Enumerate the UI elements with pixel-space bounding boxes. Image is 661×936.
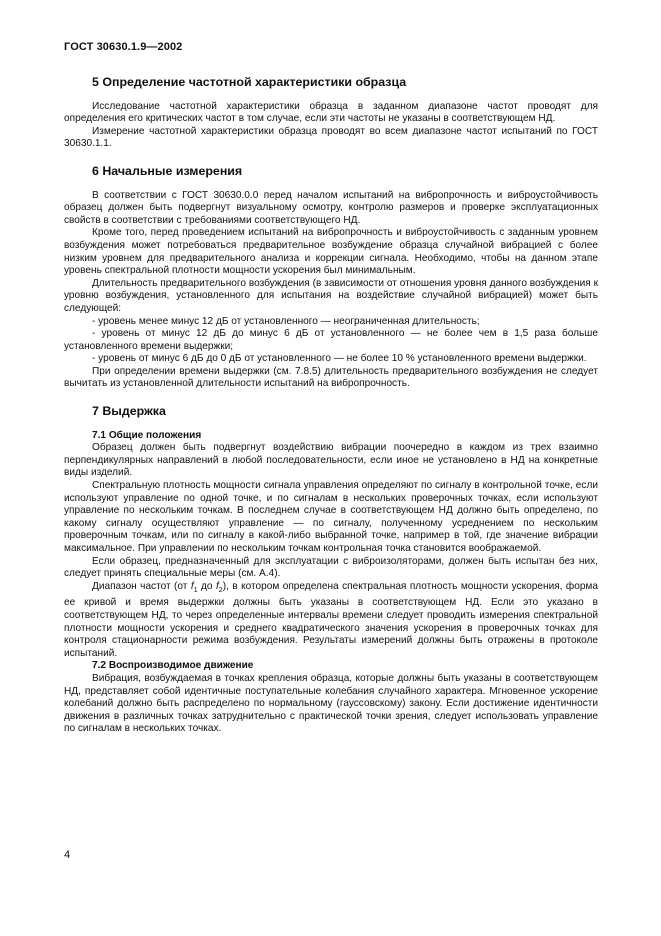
paragraph: Кроме того, перед проведением испытаний на вибропрочность и виброустойчивость с заданным уровнем возбуждения может потребоваться предварительное возбуждение образца случайной вибрацией с более низким уровнем для предварительного анализа и коррекции сигнала. Необходимо, чтобы на данном этапе уровень спектральной плотности мощности ускорения был минимальным. — [64, 227, 598, 277]
paragraph: Вибрация, возбуждаемая в точках крепления образца, которые должны быть указаны в соответствующем НД, представляет собой идентичные поступательные колебания случайного характера. Мгновенное ускорение колебаний должно быть распределено по нормальному (гауссовскому) закону. Если достижение идентичности движения в различных точках затруднительно с практической точки зрения, следует использовать управление по сигналам в нескольких точках. — [64, 672, 598, 735]
text-run: Диапазон частот (от — [92, 580, 191, 592]
paragraph: Измерение частотной характеристики образца проводят во всем диапазоне частот испытаний по ГОСТ 30630.1.1. — [64, 125, 598, 150]
subsection-7-1-heading: 7.1 Общие положения — [92, 429, 202, 441]
paragraph: Исследование частотной характеристики образца в заданном диапазоне частот проводят для определения его критических частот в том случае, если эти частоты не указаны в соответствующем НД. — [64, 100, 598, 125]
section-7-heading: 7 Выдержка — [92, 404, 166, 419]
frequency-symbol: f — [190, 580, 194, 592]
paragraph: Если образец, предназначенный для эксплуатации с виброизоляторами, должен быть испытан без них, следует принять специальные меры (см. А.4). — [64, 555, 598, 580]
section-5-heading: 5 Определение частотной характеристики образца — [92, 75, 407, 89]
subscript: 2 — [218, 586, 223, 594]
section-7 — [64, 405, 598, 736]
page-number: 4 — [64, 849, 71, 861]
section-6 — [64, 165, 598, 391]
text-run: ), в котором определена спектральная плотность мощности ускорения, форма ее кривой и время выдержки должны быть указаны в соответствующем НД. Если это указано в соответствующем НД, то через определенные интервалы времени следует проводить измерения спектральной плотности мощности ускорения и среднего квадратического значения ускорения в проверочных точках для контроля стационарности режима возбуждения. Результаты измерений должны быть отражены в протоколе испытаний. — [64, 580, 598, 659]
paragraph: Образец должен быть подвергнут воздействию вибрации поочередно в каждом из трех взаимно перпендикулярных направлений в любой последовательности, если иное не установлено в НД на конкретные виды изделий. — [64, 442, 598, 479]
paragraph: В соответствии с ГОСТ 30630.0.0 перед началом испытаний на вибропрочность и виброустойчивость образец должен быть подвергнут визуальному осмотру, контролю размеров и проверке эксплуатационных свойств в соответствии с требованиями соответствующего НД. — [64, 189, 598, 226]
list-item: - уровень от минус 6 дБ до 0 дБ от установленного — не более 10 % установленного времени выдержки. — [92, 353, 587, 365]
document-code-header: ГОСТ 30630.1.9—2002 — [64, 41, 183, 53]
list-item: - уровень менее минус 12 дБ от установленного — неограниченная длительность; — [92, 315, 480, 327]
section-5 — [64, 76, 598, 151]
frequency-symbol: f — [215, 580, 219, 592]
subsection-7-2-heading: 7.2 Воспроизводимое движение — [92, 660, 254, 672]
paragraph: При определении времени выдержки (см. 7.8.5) длительность предварительного возбуждения не следует вычитать из установленной длительности испытаний на вибропрочность. — [64, 365, 598, 390]
frequency-range-paragraph — [64, 581, 598, 661]
section-6-heading: 6 Начальные измерения — [92, 163, 243, 178]
subscript: 1 — [193, 586, 198, 594]
list-item: - уровень от минус 12 дБ до минус 6 дБ от установленного — не более чем в 1,5 раза больше установленного времени выдержки; — [64, 328, 598, 352]
paragraph: Длительность предварительного возбуждения (в зависимости от отношения уровня данного возбуждения к уровню возбуждения, установленного для испытания на воздействие случайной вибрацией) может быть следующей: — [64, 277, 598, 314]
paragraph: Спектральную плотность мощности сигнала управления определяют по сигналу в контрольной точке, если используют управление по одной точке, и по сигналам в нескольких проверочных точках, если используют управление по нескольким точкам. В последнем случае в соответствующем НД должно быть определено, по какому сигналу осуществляют управление — по сигналу, полученному усреднением по нескольким проверочным точкам, или по сигналу в какой-либо выбранной точке, например в той, где значение вибрации максимальное. При управлении по нескольким точкам контрольная точка становится воображаемой. — [64, 480, 598, 554]
document-body — [64, 62, 598, 736]
text-run: до — [197, 580, 216, 592]
